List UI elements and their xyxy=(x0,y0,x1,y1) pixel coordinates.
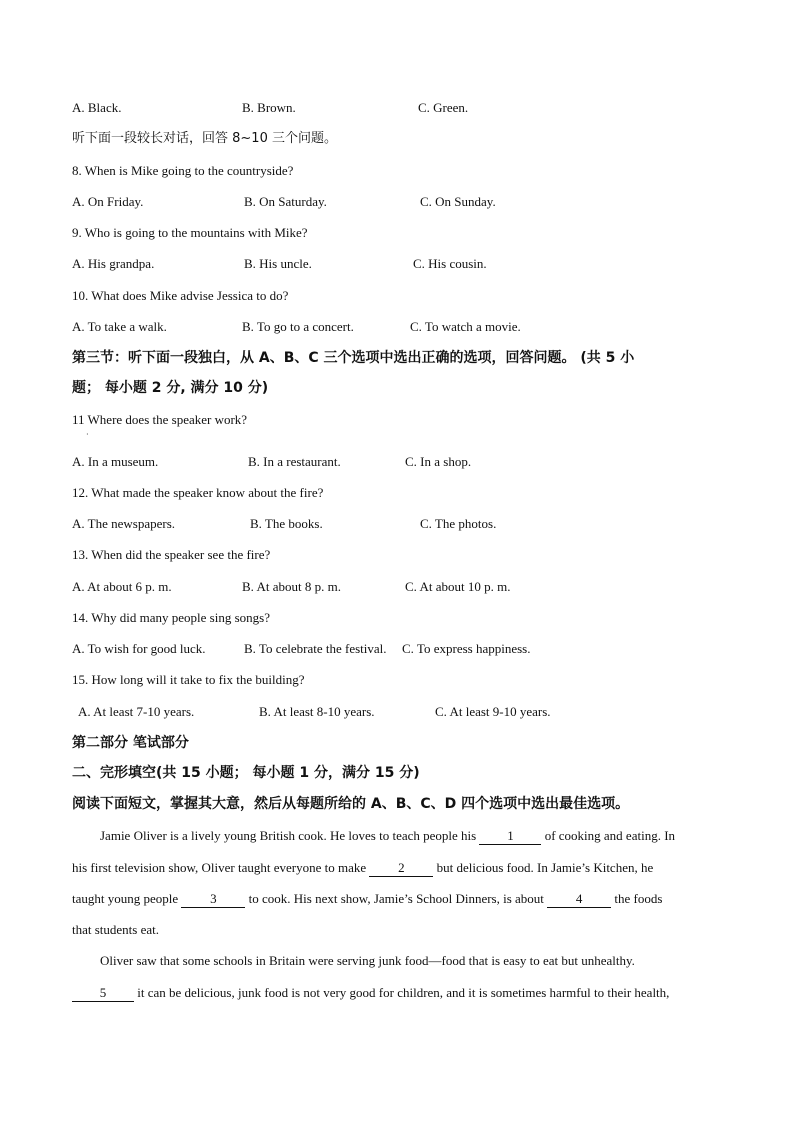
q15-option-c: C. At least 9-10 years. xyxy=(435,704,551,719)
q10-option-b: B. To go to a concert. xyxy=(242,319,354,334)
q13-option-a: A. At about 6 p. m. xyxy=(72,579,172,594)
q11-option-c: C. In a shop. xyxy=(405,454,472,469)
q15-option-a: A. At least 7-10 years. xyxy=(78,704,195,719)
q12-option-b: B. The books. xyxy=(250,516,323,531)
cloze-instruction: 阅读下面短文，掌握其大意，然后从每题所给的 A、B、C、D 四个选项中选出最佳选项。 xyxy=(72,796,630,812)
cloze-title: 二、完形填空(共 15 小题； 每小题 1 分，满分 15 分) xyxy=(72,765,420,781)
passage-line-1: Jamie Oliver is a lively young British cook. He loves to teach people his 1 of cooking and eating. In xyxy=(100,828,676,843)
q14-option-a: A. To wish for good luck. xyxy=(72,641,206,656)
q9-option-a: A. His grandpa. xyxy=(72,256,155,271)
passage-line-5: Oliver saw that some schools in Britain were serving junk food—food that is easy to eat but unhealthy. xyxy=(100,953,635,968)
q8-option-c: C. On Sunday. xyxy=(420,194,496,209)
q10-option-c: C. To watch a movie. xyxy=(410,319,521,334)
q13-option-b: B. At about 8 p. m. xyxy=(242,579,341,594)
instruction-8-10: 听下面一段较长对话，回答 8~10 三个问题。 xyxy=(72,131,337,146)
q8-option-b: B. On Saturday. xyxy=(244,194,327,209)
q10-option-a: A. To take a walk. xyxy=(72,319,167,334)
question-11: 11 Where does the speaker work? xyxy=(72,412,248,427)
blank-5: 5 xyxy=(72,985,134,1002)
q9-option-c: C. His cousin. xyxy=(413,256,487,271)
q7-option-a: A. Black. xyxy=(72,100,122,115)
passage-line-3: taught young people 3 to cook. His next show, Jamie’s School Dinners, is about 4 the foods xyxy=(72,891,663,906)
blank-2: 2 xyxy=(369,860,433,877)
q12-option-a: A. The newspapers. xyxy=(72,516,176,531)
question-10: 10. What does Mike advise Jessica to do? xyxy=(72,288,289,303)
blank-3: 3 xyxy=(181,891,245,908)
section3-heading-line2: 题； 每小题 2 分, 满分 10 分) xyxy=(72,380,269,396)
q14-option-c: C. To express happiness. xyxy=(402,641,531,656)
q8-option-a: A. On Friday. xyxy=(72,194,144,209)
question-12: 12. What made the speaker know about the fire? xyxy=(72,485,324,500)
passage-line-6: 5 it can be delicious, junk food is not very good for children, and it is sometimes harmful to their health, xyxy=(72,985,669,1002)
q15-option-b: B. At least 8-10 years. xyxy=(259,704,375,719)
question-13: 13. When did the speaker see the fire? xyxy=(72,547,271,562)
blank-1: 1 xyxy=(479,828,541,845)
stray-dot-mark: · xyxy=(86,430,89,439)
q9-option-b: B. His uncle. xyxy=(244,256,312,271)
q12-option-c: C. The photos. xyxy=(420,516,497,531)
passage-line-2: his first television show, Oliver taught everyone to make 2 but delicious food. In Jamie’s Kitchen, he xyxy=(72,860,654,875)
q13-option-c: C. At about 10 p. m. xyxy=(405,579,511,594)
part2-title: 第二部分 笔试部分 xyxy=(72,735,189,751)
question-14: 14. Why did many people sing songs? xyxy=(72,610,270,625)
q11-option-a: A. In a museum. xyxy=(72,454,159,469)
q7-option-c: C. Green. xyxy=(418,100,469,115)
section3-heading-line1: 第三节：听下面一段独白，从 A、B、C 三个选项中选出正确的选项，回答问题。 (共 5 小 xyxy=(72,350,635,366)
question-8: 8. When is Mike going to the countryside? xyxy=(72,163,294,178)
q7-option-b: B. Brown. xyxy=(242,100,296,115)
question-15: 15. How long will it take to fix the building? xyxy=(72,672,305,687)
passage-line-4: that students eat. xyxy=(72,922,160,937)
question-9: 9. Who is going to the mountains with Mike? xyxy=(72,225,308,240)
q11-option-b: B. In a restaurant. xyxy=(248,454,341,469)
q14-option-b: B. To celebrate the festival. xyxy=(244,641,387,656)
blank-4: 4 xyxy=(547,891,611,908)
